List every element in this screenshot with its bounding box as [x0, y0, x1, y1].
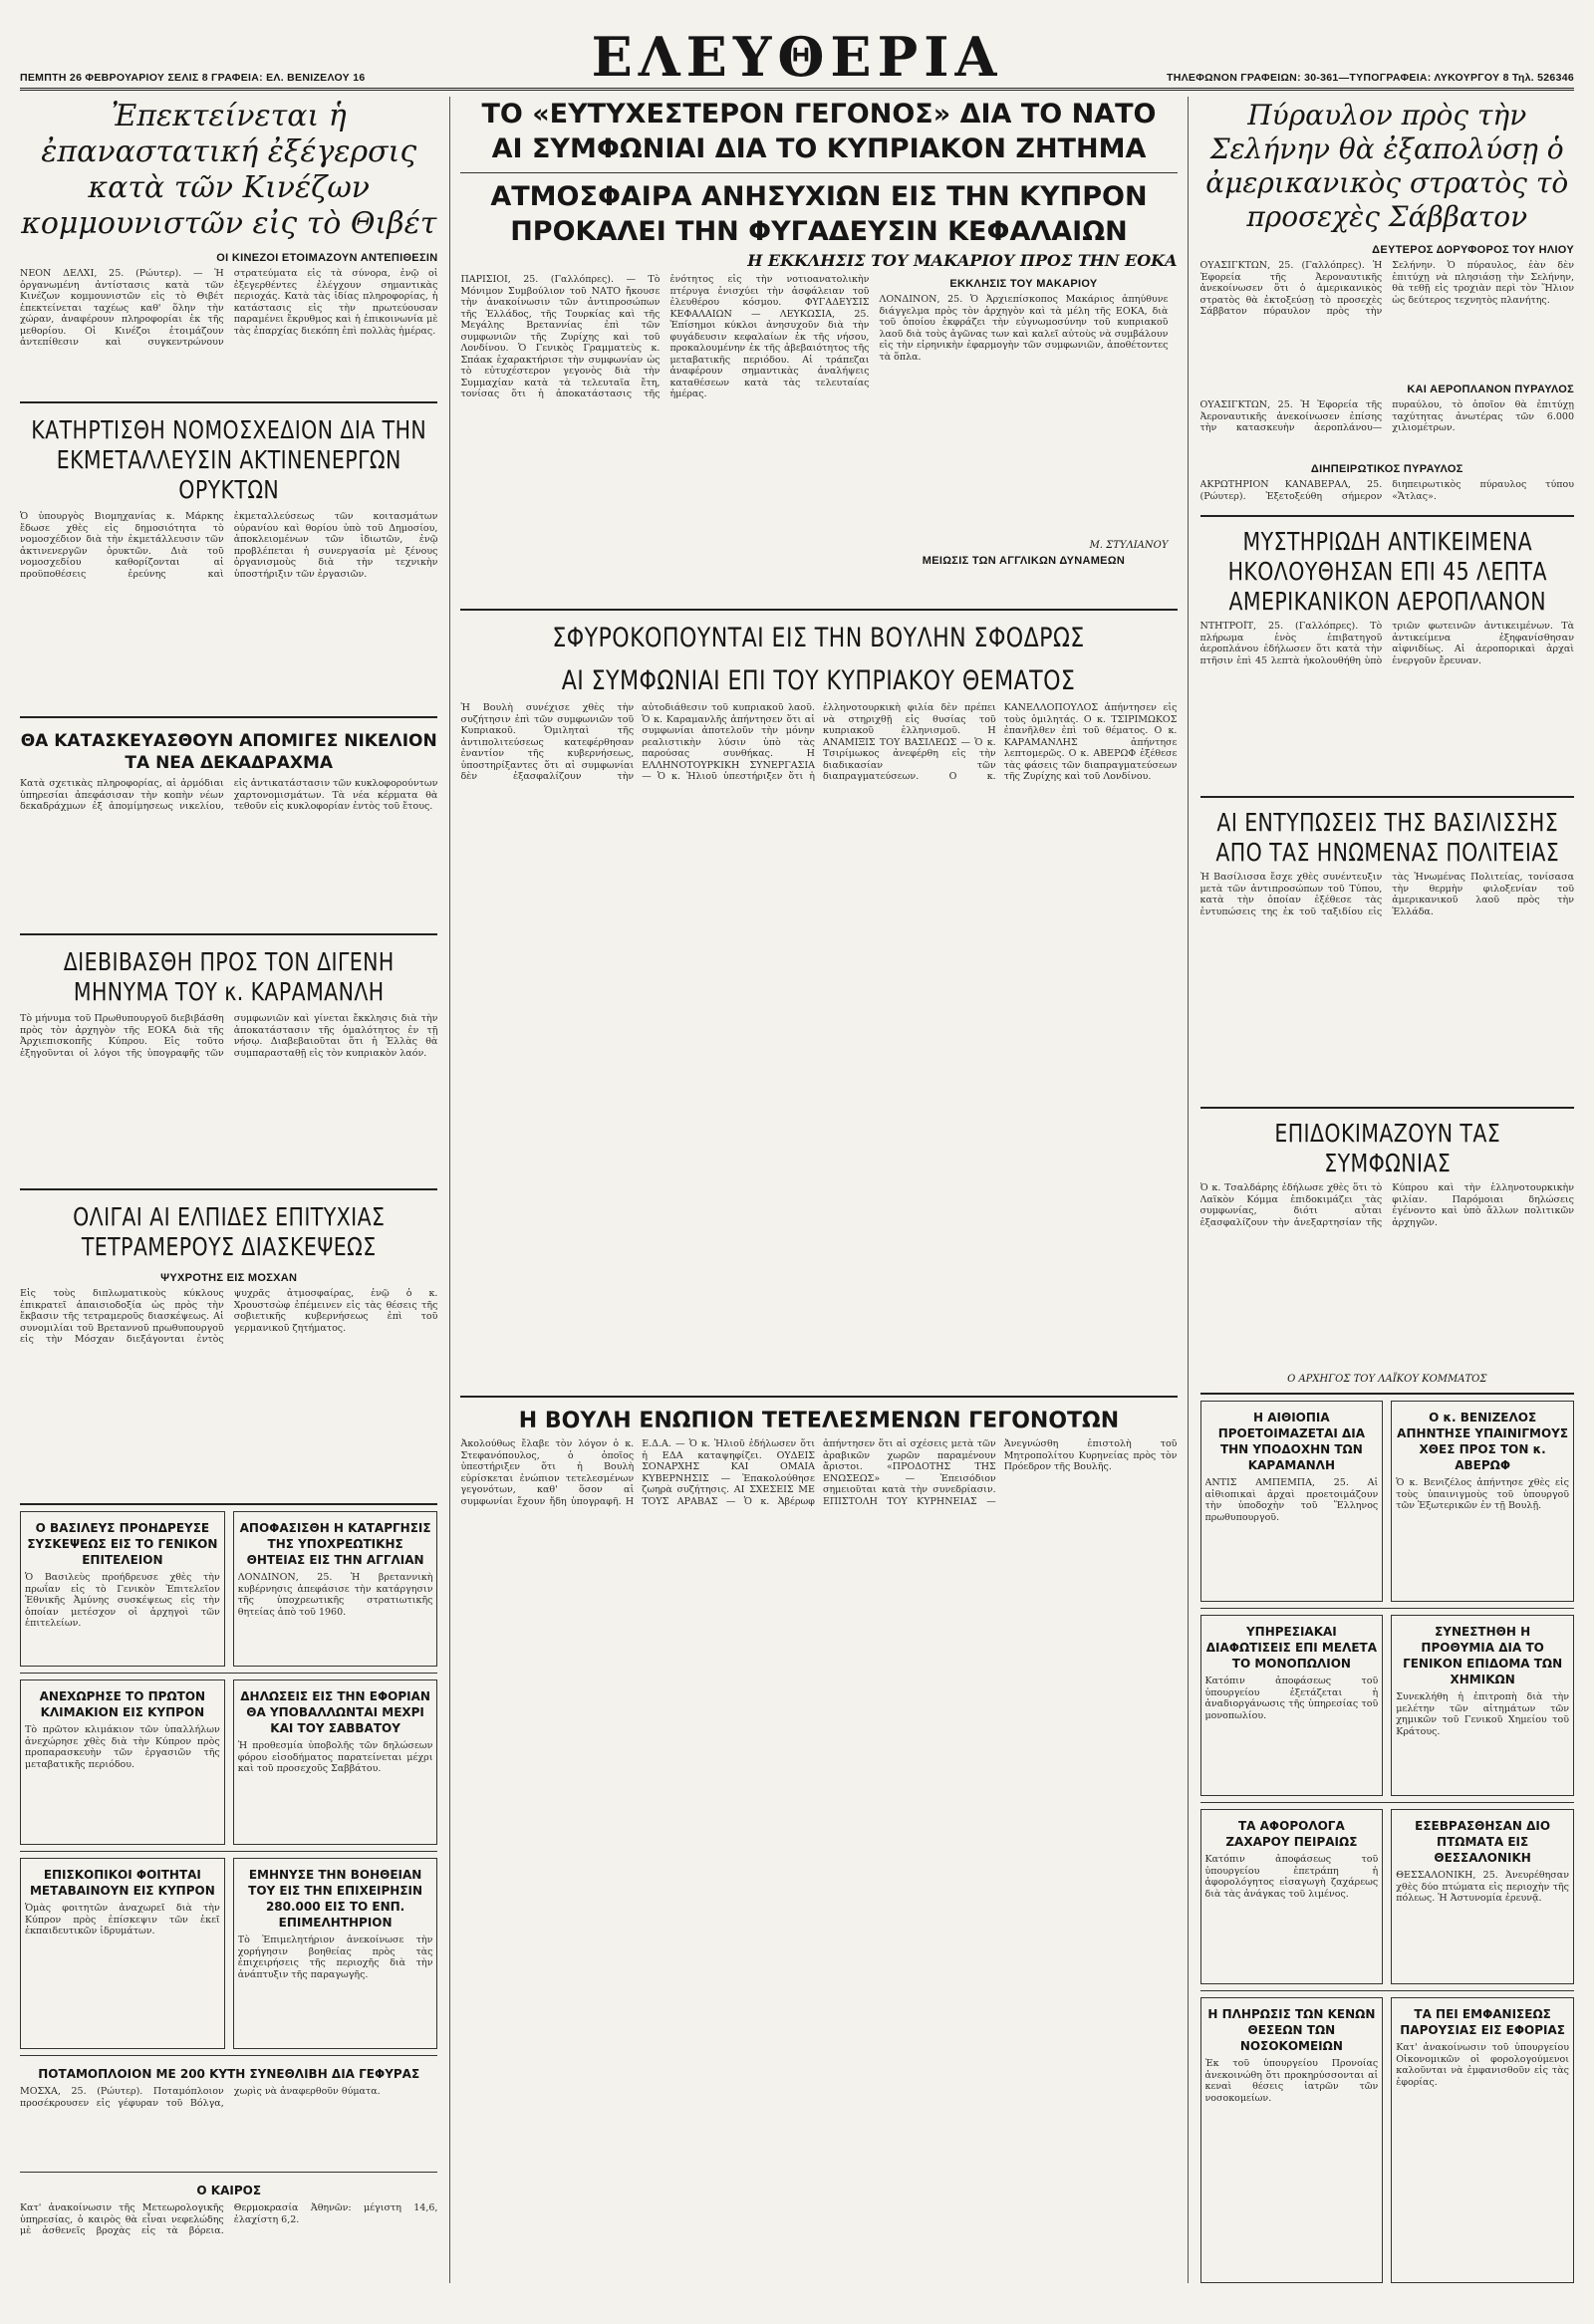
box-text: Τὸ πρῶτον κλιμάκιον τῶν ὑπαλλήλων ἀνεχώρησε χθὲς διὰ τὴν Κύπρον πρὸς προπαρασκευὴν τῶν ἐργασιῶν τῆς μεταβατικῆς περιόδου.: [25, 1724, 220, 1770]
box-text: Κατόπιν ἀποφάσεως τοῦ ὑπουργείου ἐξετάζεται ἡ ἀναδιοργάνωσις τῆς ὑπηρεσίας τοῦ μονοπωλίου.: [1204, 1676, 1379, 1721]
short-news-row: [20, 1679, 437, 1845]
nato-headline-2: ΑΙ ΣΥΜΦΩΝΙΑΙ ΔΙΑ ΤΟ ΚΥΠΡΙΑΚΟΝ ΖΗΤΗΜΑ: [491, 133, 1147, 164]
box-text: Κατόπιν ἀποφάσεως τοῦ ὑπουργείου ἐπετράπη ἡ ἀφορολόγητος εἰσαγωγὴ ζαχάρεως διὰ τὰς ἀνάγκας τοῦ λιμένος.: [1204, 1854, 1379, 1900]
weather-text: Κατ' ἀνακοίνωσιν τῆς Μετεωρολογικῆς ὑπηρεσίας, ὁ καιρὸς θὰ εἶναι νεφελώδης μὲ ἀσθενεῖς βροχὰς εἰς τὰ βόρεια. Θερμοκρασία Ἀθηνῶν: μέγιστη 14,6, ἐλαχίστη 6,2.: [20, 2202, 438, 2236]
box-title: ΠΟΤΑΜΟΠΛΟΙΟΝ ΜΕ 200 ΚΥΤΗ ΣΥΝΕΘΛΙΒΗ ΔΙΑ ΓΕΦΥΡΑΣ: [38, 2067, 420, 2081]
news-box: [1391, 1401, 1574, 1602]
makarios-signature: Μ. ΣΤΥΛΙΑΝΟΥ: [1089, 540, 1169, 551]
news-box: [1391, 1809, 1574, 1984]
short-news-row: [1200, 1997, 1575, 2283]
box-title: ΤΑ ΑΦΟΡΟΛΟΓΑ ΖΑΧΑΡΟΥ ΠΕΙΡΑΙΩΣ: [1225, 1819, 1358, 1849]
news-box: [1200, 1401, 1384, 1602]
box-title: ΕΣΕΒΡΑΣΘΗΣΑΝ ΔΙΟ ΠΤΩΜΑΤΑ ΕΙΣ ΘΕΣΣΑΛΟΝΙΚΗ: [1415, 1819, 1551, 1865]
news-box: [20, 1679, 225, 1845]
divider: [20, 401, 437, 403]
box-title: ΑΠΟΦΑΣΙΣΘΗ Η ΚΑΤΑΡΓΗΣΙΣ ΤΗΣ ΥΠΟΧΡΕΩΤΙΚΗΣ ΘΗΤΕΙΑΣ ΕΙΣ ΤΗΝ ΑΓΓΛΙΑΝ: [239, 1521, 431, 1567]
divider: [20, 1851, 437, 1852]
makarios-kicker: Η ΕΚΚΛΗΣΙΣ ΤΟΥ ΜΑΚΑΡΙΟΥ ΠΡΟΣ ΤΗΝ ΕΟΚΑ: [747, 251, 1178, 270]
makarios-article: ΛΟΝΔΙΝΟΝ, 25. Ὁ Ἀρχιεπίσκοπος Μακάριος ἀπηύθυνε διάγγελμα πρὸς τὸν ἀρχηγὸν καὶ τὰ μέλη τῆς ΕΟΚΑ, διὰ τοῦ ὁποίου ἐκφράζει τὴν εὐγνωμοσύνην τοῦ κυπριακοῦ λαοῦ διὰ τοὺς ἀγῶνας των καὶ καλεῖ αὐτοὺς νὰ συμβάλουν εἰς τὴν εἰρηνικὴν ἐφαρμογὴν τῶν συμφωνιῶν, ἀποθέτοντες τὰ ὅπλα.: [879, 294, 1169, 363]
missiles-subheadline: ΚΑΙ ΑΕΡΟΠΛΑΝΟΝ ΠΥΡΑΥΛΟΣ: [1407, 384, 1574, 395]
box-title: ΣΥΝΕΣΤΗΘΗ Η ΠΡΟΘΥΜΙΑ ΔΙΑ ΤΟ ΓΕΝΙΚΟΝ ΕΠΙΔΟΜΑ ΤΩΝ ΧΗΜΙΚΩΝ: [1403, 1625, 1563, 1686]
parliament-headline: ΣΦΥΡΟΚΟΠΟΥΝΤΑΙ ΕΙΣ ΤΗΝ ΒΟΥΛΗΝ ΣΦΟΔΡΩΣ: [552, 623, 1086, 653]
box-text: Τὸ Ἐπιμελητήριον ἀνεκοίνωσε τὴν χορήγησιν βοηθείας πρὸς τὰς ἐπιχειρήσεις τῆς περιοχῆς διὰ τὴν ἀνάπτυξιν τῆς παραγωγῆς.: [237, 1935, 433, 1980]
masthead-date-address: ΠΕΜΠΤΗ 26 ΦΕΒΡΟΥΑΡΙΟΥ ΣΕΛΙΣ 8 ΓΡΑΦΕΙΑ: ΕΛ. ΒΕΝΙΖΕΛΟΥ 16: [20, 72, 366, 84]
divider: [1200, 796, 1575, 798]
news-box: [1200, 1997, 1384, 2283]
news-box: [1200, 1809, 1384, 1984]
short-news-row: [20, 1858, 437, 2049]
divider: [1200, 515, 1575, 517]
parliament-article: Ἡ Βουλὴ συνέχισε χθὲς τὴν συζήτησιν ἐπὶ τῶν συμφωνιῶν τοῦ Κυπριακοῦ. Ὁμιληταὶ τῆς ἀντιπολιτεύσεως κατεφέρθησαν ἐναντίον τῆς κυβερνήσεως, ὑποστηρίξαντες ὅτι αἱ συμφωνίαι δὲν ἐξασφαλίζουν τὴν αὐτοδιάθεσιν τοῦ κυπριακοῦ λαοῦ. Ὁ κ. Καραμανλῆς ἀπήντησεν ὅτι αἱ συμφωνίαι ἀποτελοῦν τὴν μόνην ρεαλιστικὴν λύσιν ὑπὸ τὰς παρούσας συνθήκας. Η ΕΛΛΗΝΟΤΟΥΡΚΙΚΗ ΣΥΝΕΡΓΑΣΙΑ — Ὁ κ. Ἠλιοῦ ὑπεστήριξεν ὅτι ἡ ἑλληνοτουρκικὴ φιλία δὲν πρέπει νὰ στηριχθῇ εἰς θυσίας τοῦ κυπριακοῦ ἑλληνισμοῦ. Η ΑΝΑΜΙΞΙΣ ΤΟΥ ΒΑΣΙΛΕΩΣ — Ὁ κ. Τσιρίμωκος ἀνεφέρθη εἰς τὴν διαδικασίαν τῶν διαπραγματεύσεων. Ο κ. ΚΑΝΕΛΛΟΠΟΥΛΟΣ ἀπήντησεν εἰς τοὺς ὁμιλητάς. Ο κ. ΤΣΙΡΙΜΩΚΟΣ ἐπανῆλθεν ἐπὶ τοῦ θέματος. Ο κ. ΚΑΡΑΜΑΝΛΗΣ ἀπήντησε λεπτομερῶς. Ο κ. ΑΒΕΡΩΦ ἐξέθεσε τὰς φάσεις τῶν διαπραγματεύσεων τῆς Ζυρίχης καὶ τοῦ Λονδίνου.: [460, 702, 1178, 782]
house-article: Ἀκολούθως ἔλαβε τὸν λόγον ὁ κ. Στεφανόπουλος, ὁ ὁποῖος ὑπεστήριξεν ὅτι ἡ Βουλὴ εὑρίσκεται ἐνώπιον τετελεσμένων γεγονότων, καθ' ὅσον αἱ συμφωνίαι ἔχουν ἤδη ὑπογραφῆ. Η Ε.Δ.Α. — Ὁ κ. Ἠλιοῦ ἐδήλωσεν ὅτι ἡ ΕΔΑ καταψηφίζει. ΟΥΔΕΙΣ ΣΟΝΑΡΧΗΣ ΚΑΙ ΟΜΑΙΑ ΚΥΒΕΡΝΗΣΙΣ — Ἐπακολούθησε ζωηρὰ συζήτησις. ΑΙ ΣΧΕΣΕΙΣ ΜΕ ΤΟΥΣ ΑΡΑΒΑΣ — Ὁ κ. Ἀβέρωφ ἀπήντησεν ὅτι αἱ σχέσεις μετὰ τῶν ἀραβικῶν χωρῶν παραμένουν ἄριστοι. «ΠΡΟΔΟΤΗΣ ΤΗΣ ΕΝΩΣΕΩΣ» — Ἐπεισόδιον σημειοῦται κατὰ τὴν συνεδρίασιν. ΕΠΙΣΤΟΛΗ ΤΟΥ ΚΥΡΗΝΕΙΑΣ — Ἀνεγνώσθη ἐπιστολὴ τοῦ Μητροπολίτου Κυρηνείας πρὸς τὸν Πρόεδρον τῆς Βουλῆς.: [460, 1438, 1178, 1507]
short-news-row: [1200, 1615, 1575, 1796]
queen-headline: ΑΙ ΕΝΤΥΠΩΣΕΙΣ ΤΗΣ ΒΑΣΙΛΙΣΣΗΣ ΑΠΟ ΤΑΣ ΗΝΩΜΕΝΑΣ ΠΟΛΙΤΕΙΑΣ: [1214, 808, 1559, 867]
target-subheadline: ΔΙΗΠΕΙΡΩΤΙΚΟΣ ΠΥΡΑΥΛΟΣ: [1310, 463, 1463, 475]
box-text: ΘΕΣΣΑΛΟΝΙΚΗ, 25. Ἀνευρέθησαν χθὲς δύο πτώματα εἰς περιοχὴν τῆς πόλεως. Ἡ Ἀστυνομία ἐρευνᾷ.: [1396, 1870, 1569, 1904]
forces-subheadline: ΜΕΙΩΣΙΣ ΤΩΝ ΑΓΓΛΙΚΩΝ ΔΥΝΑΜΕΩΝ: [922, 555, 1126, 567]
lead-stories: [460, 274, 1177, 603]
box-title: ΥΠΗΡΕΣΙΑΚΑΙ ΔΙΑΦΩΤΙΣΕΙΣ ΕΠΙ ΜΕΛΕΤΑ ΤΟ ΜΟΝΟΠΩΛΙΟΝ: [1205, 1625, 1378, 1671]
short-news-row: [1200, 1401, 1575, 1602]
weather-title: Ο ΚΑΙΡΟΣ: [196, 2184, 262, 2197]
divider: [1200, 1802, 1575, 1803]
news-box: [20, 1858, 225, 2049]
divider: [20, 716, 437, 718]
news-box: [20, 1511, 225, 1667]
box-text: Ἐκ τοῦ ὑπουργείου Προνοίας ἀνεκοινώθη ὅτι προκηρύσσονται αἱ κεναὶ θέσεις ἰατρῶν τῶν νοσοκομείων.: [1204, 2058, 1379, 2104]
talks-subheadline: ΨΥΧΡΟΤΗΣ ΕΙΣ ΜΟΣΧΑΝ: [160, 1272, 298, 1284]
divider: [20, 2055, 437, 2056]
news-box: [1391, 1997, 1574, 2283]
mystery-article: ΝΤΗΤΡΟΪΤ, 25. (Γαλλόπρες). Τὸ πλήρωμα ἑνὸς ἐπιβατηγοῦ ἀεροπλάνου ἐδήλωσεν ὅτι κατὰ τὴν πτῆσιν ἐπὶ 45 λεπτὰ ἠκολουθήθη ὑπὸ τριῶν φωτεινῶν ἀντικειμένων. Τὰ ἀντικείμενα ἐξηφανίσθησαν αἰφνιδίως. Αἱ ἀεροπορικαὶ ἀρχαὶ ἐνεργοῦν ἔρευναν.: [1199, 621, 1574, 666]
newspaper-title: ΕΛΕΥΘΕΡΙΑ: [591, 25, 1003, 89]
news-box: [233, 1858, 438, 2049]
agreements-signature: Ο ΑΡΧΗΓΟΣ ΤΟΥ ΛΑΪΚΟΥ ΚΟΜΜΑΤΟΣ: [1287, 1374, 1487, 1385]
divider: [20, 1673, 437, 1674]
right-column: [1200, 97, 1575, 2283]
parliament-headline-2: ΑΙ ΣΥΜΦΩΝΙΑΙ ΕΠΙ ΤΟΥ ΚΥΠΡΙΑΚΟΥ ΘΕΜΑΤΟΣ: [562, 665, 1076, 696]
lunar-subheadline: ΔΕΥΤΕΡΟΣ ΔΟΡΥΦΟΡΟΣ ΤΟΥ ΗΛΙΟΥ: [1372, 244, 1574, 256]
digenis-headline: ΔΙΕΒΙΒΑΣΘΗ ΠΡΟΣ ΤΟΝ ΔΙΓΕΝΗ ΜΗΝΥΜΑ ΤΟΥ κ. ΚΑΡΑΜΑΝΛΗ: [63, 947, 395, 1006]
box-title: ΕΠΙΣΚΟΠΙΚΟΙ ΦΟΙΤΗΤΑΙ ΜΕΤΑΒΑΙΝΟΥΝ ΕΙΣ ΚΥΠΡΟΝ: [29, 1868, 215, 1898]
masthead-phones: ΤΗΛΕΦΩΝΟΝ ΓΡΑΦΕΙΩΝ: 30-361—ΤΥΠΟΓΡΑΦΕΙΑ: ΛΥΚΟΥΡΓΟΥ 8 Τηλ. 526346: [1167, 72, 1574, 84]
agreements-article: Ὁ κ. Τσαλδάρης ἐδήλωσε χθὲς ὅτι τὸ Λαϊκὸν Κόμμα ἐπιδοκιμάζει τὰς συμφωνίας, διότι αὗται ἐξασφαλίζουν τὴν ἀνεξαρτησίαν τῆς Κύπρου καὶ τὴν ἑλληνοτουρκικὴν φιλίαν. Παρόμοιαι δηλώσεις ἐγένοντο καὶ ὑπὸ ἄλλων πολιτικῶν ἀρχηγῶν.: [1199, 1182, 1574, 1228]
talks-headline: ΟΛΙΓΑΙ ΑΙ ΕΛΠΙΔΕΣ ΕΠΙΤΥΧΙΑΣ ΤΕΤΡΑΜΕΡΟΥΣ ΔΙΑΣΚΕΨΕΩΣ: [73, 1202, 386, 1261]
columns: [20, 97, 1574, 2283]
box-text: Συνεκλήθη ἡ ἐπιτροπὴ διὰ τὴν μελέτην τῶν αἰτημάτων τῶν χημικῶν τοῦ Γενικοῦ Χημείου τοῦ Κράτους.: [1396, 1691, 1569, 1737]
nato-article: ΠΑΡΙΣΙΟΙ, 25. (Γαλλόπρες). — Τὸ Μόνιμον Συμβούλιον τοῦ ΝΑΤΟ ἤκουσε τὴν ἀνακοίνωσιν τῶν ἀντιπροσώπων τῆς Ἑλλάδος, τῆς Τουρκίας καὶ τῆς Μεγάλης Βρεταννίας ἐπὶ τῶν συμφωνιῶν τῆς Ζυρίχης καὶ τοῦ Λονδίνου. Ὁ Γενικὸς Γραμματεὺς κ. Σπάακ ἐχαρακτήρισε τὴν συμφωνίαν ὡς τὸ εὐτυχέστερον γεγονὸς διὰ τὴν Συμμαχίαν κατὰ τὰ τελευταῖα ἔτη, τονίσας ὅτι ἡ ἀποκατάστασις τῆς ἑνότητος εἰς τὴν νοτιοανατολικὴν πτέρυγα ἐνισχύει τὴν ἀσφάλειαν τοῦ ἐλευθέρου κόσμου. ΦΥΓΑΔΕΥΣΙΣ ΚΕΦΑΛΑΙΩΝ — ΛΕΥΚΩΣΙΑ, 25. Ἐπίσημοι κύκλοι ἀνησυχοῦν διὰ τὴν φυγάδευσιν κεφαλαίων ἐκ τῆς νήσου, προκαλουμένην ἐκ τῆς ἀβεβαιότητος τῆς μεταβατικῆς περιόδου. Αἱ τράπεζαι ἀναφέρουν σημαντικὰς ἀναλήψεις καταθέσεων κατὰ τὰς τελευταίας ἡμέρας.: [460, 274, 870, 399]
newspaper-page: [20, 14, 1574, 2290]
lunar-headline: Πύραυλον πρὸς τὴν Σελήνην θὰ ἐξαπολύσῃ ὁ ἀμερικανικὸς στρατὸς τὸ προσεχὲς Σάββατον: [1205, 99, 1569, 233]
box-title: Ο κ. ΒΕΝΙΖΕΛΟΣ ΑΠΗΝΤΗΣΕ ΥΠΑΙΝΙΓΜΟΥΣ ΧΘΕΣ ΠΡΟΣ ΤΟΝ κ. ΑΒΕΡΩΦ: [1397, 1411, 1569, 1472]
divider: [460, 609, 1177, 611]
divider: [1200, 1608, 1575, 1609]
box-text: Ὁμὰς φοιτητῶν ἀναχωρεῖ διὰ τὴν Κύπρον πρὸς ἐπίσκεψιν τῶν ἐκεῖ ἐκπαιδευτικῶν ἱδρυμάτων.: [25, 1903, 220, 1937]
divider: [460, 172, 1177, 173]
tibet-article: ΝΕΟΝ ΔΕΛΧΙ, 25. (Ρώυτερ). — Ἡ ὀργανωμένη ἀντίστασις κατὰ τῶν Κινέζων κομμουνιστῶν εἰς τὸ Θιβέτ ἐπεκτείνεται ταχέως καθ' ὅλην τὴν χώραν, ἀναφέρουν πληροφορίαι ἐκ τῆς μεθορίου. Οἱ Κινέζοι ἑτοιμάζουν ἀντεπίθεσιν καὶ συγκεντρώνουν στρατεύματα εἰς τὰ σύνορα, ἐνῷ οἱ ἐξεγερθέντες ἐλέγχουν σημαντικὰς περιοχάς. Κατὰ τὰς ἰδίας πληροφορίας, ἡ κατάστασις εἰς τὴν πρωτεύουσαν παραμένει ἔκρυθμος καὶ ἡ ἐπικοινωνία μὲ τὰς ἐπαρχίας διεκόπη ἐπὶ πολλὰς ἡμέρας.: [20, 268, 438, 348]
lunar-article: ΟΥΑΣΙΓΚΤΩΝ, 25. (Γαλλόπρες). Ἡ Ἐφορεία τῆς Ἀεροναυτικῆς ἀνεκοίνωσεν ὅτι ὁ ἀμερικανικὸς στρατὸς θὰ ἐκτοξεύσῃ τὸ προσεχὲς Σάββατον πύραυλον πρὸς τὴν Σελήνην. Ὁ πύραυλος, ἐὰν δὲν ἐπιτύχῃ νὰ πλησιάσῃ τὴν Σελήνην, θὰ τεθῇ εἰς τροχιὰν περὶ τὸν Ἥλιον ὡς δεύτερος τεχνητὸς πλανήτης.: [1199, 260, 1574, 317]
box-title: Η ΑΙΘΙΟΠΙΑ ΠΡΟΕΤΟΙΜΑΖΕΤΑΙ ΔΙΑ ΤΗΝ ΥΠΟΔΟΧΗΝ ΤΩΝ ΚΑΡΑΜΑΝΛΗ: [1217, 1411, 1366, 1472]
news-box: [233, 1511, 438, 1667]
box-text: ΑΝΤΙΣ ΑΜΠΕΜΠΑ, 25. Αἱ αἰθιοπικαὶ ἀρχαὶ προετοιμάζουν τὴν ὑποδοχὴν τοῦ Ἕλληνος πρωθυπουργοῦ.: [1204, 1477, 1379, 1523]
divider: [20, 933, 437, 935]
talks-article: Εἰς τοὺς διπλωματικοὺς κύκλους ἐπικρατεῖ ἀπαισιοδοξία ὡς πρὸς τὴν ἔκβασιν τῆς τετραμεροῦς διασκέψεως. Αἱ συνομιλίαι τοῦ Βρεταννοῦ πρωθυπουργοῦ εἰς τὴν Μόσχαν διεξάγονται ἐντὸς ψυχρᾶς ἀτμοσφαίρας, ἐνῷ ὁ κ. Χρουστσὼφ ἐπέμεινεν εἰς τὰς θέσεις τῆς σοβιετικῆς κυβερνήσεως ἐπὶ τοῦ γερμανικοῦ ζητήματος.: [20, 1288, 438, 1345]
box-text: Κατ' ἀνακοίνωσιν τοῦ ὑπουργείου Οἰκονομικῶν οἱ φορολογούμενοι καλοῦνται νὰ ἐμφανισθοῦν εἰς τὰς ἐφορίας.: [1396, 2042, 1569, 2088]
box-text: Ὁ κ. Βενιζέλος ἀπήντησε χθὲς εἰς τοὺς ὑπαινιγμοὺς τοῦ ὑπουργοῦ τῶν Ἐξωτερικῶν ἐν τῇ Βουλῇ.: [1396, 1477, 1569, 1511]
digenis-article: Τὸ μήνυμα τοῦ Πρωθυπουργοῦ διεβιβάσθη πρὸς τὸν ἀρχηγὸν τῆς ΕΟΚΑ διὰ τῆς Ἀρχιεπισκοπῆς Κύπρου. Εἰς τοῦτο ἐξηγοῦνται οἱ λόγοι τῆς ὑπογραφῆς τῶν συμφωνιῶν καὶ γίνεται ἔκκλησις διὰ τὴν ἀποκατάστασιν τῆς ὁμαλότητος ἐν τῇ νήσῳ. Διαβεβαιοῦται ὅτι ἡ Ἑλλὰς θὰ συμπαρασταθῇ εἰς τὸν κυπριακὸν λαόν.: [20, 1013, 438, 1059]
tibet-subheadline: ΟΙ ΚΙΝΕΖΟΙ ΕΤΟΙΜΑΖΟΥΝ ΑΝΤΕΠΙΘΕΣΙΝ: [216, 252, 438, 264]
divider: [20, 1503, 437, 1505]
box-title: Η ΠΛΗΡΩΣΙΣ ΤΩΝ ΚΕΝΩΝ ΘΕΣΕΩΝ ΤΩΝ ΝΟΣΟΚΟΜΕΙΩΝ: [1207, 2007, 1376, 2053]
divider: [20, 1188, 437, 1190]
news-box: [1200, 1615, 1384, 1796]
box-title: ΕΜΗΝΥΣΕ ΤΗΝ ΒΟΗΘΕΙΑΝ ΤΟΥ ΕΙΣ ΤΗΝ ΕΠΙΧΕΙΡΗΣΙΝ 280.000 ΕΙΣ ΤΟ ΕΝΠ. ΕΠΙΜΕΛΗΤΗΡΙΟΝ: [248, 1868, 423, 1930]
divider: [460, 1396, 1177, 1398]
box-text: ΜΟΣΧΑ, 25. (Ρώυτερ). Ποταμόπλοιον προσέκρουσεν εἰς γέφυραν τοῦ Βόλγα, χωρὶς νὰ ἀναφερθοῦν θύματα.: [20, 2086, 381, 2109]
box-text: Ὁ Βασιλεὺς προήδρευσε χθὲς τὴν πρωΐαν εἰς τὸ Γενικὸν Ἐπιτελεῖον Ἐθνικῆς Ἀμύνης συσκέψεως εἰς τὴν ὁποίαν μετέσχον οἱ ἀρχηγοὶ τῶν ἐπιτελείων.: [25, 1572, 220, 1629]
divider: [1200, 1107, 1575, 1109]
queen-article: Ἡ Βασίλισσα ἔσχε χθὲς συνέντευξιν μετὰ τῶν ἀντιπροσώπων τοῦ Τύπου, κατὰ τὴν ὁποίαν ἐξέθεσε τὰς ἐντυπώσεις της ἐκ τοῦ ταξιδίου εἰς τὰς Ἡνωμένας Πολιτείας, τονίσασα τὴν θερμὴν φιλοξενίαν τοῦ ἀμερικανικοῦ λαοῦ πρὸς τὴν Ἑλλάδα.: [1199, 872, 1574, 917]
divider: [20, 2172, 437, 2173]
mystery-headline: ΜΥΣΤΗΡΙΩΔΗ ΑΝΤΙΚΕΙΜΕΝΑ ΗΚΟΛΟΥΘΗΣΑΝ ΕΠΙ 45 ΛΕΠΤΑ ΑΜΕΡΙΚΑΝΙΚΟΝ ΑΕΡΟΠΛΑΝΟΝ: [1227, 527, 1547, 616]
makarios-subheadline: ΕΚΚΛΗΣΙΣ ΤΟΥ ΜΑΚΑΡΙΟΥ: [949, 278, 1098, 290]
short-news-row: [1200, 1809, 1575, 1984]
news-box: [1391, 1615, 1574, 1796]
cyprus-headline-2: ΠΡΟΚΑΛΕΙ ΤΗΝ ΦΥΓΑΔΕΥΣΙΝ ΚΕΦΑΛΑΙΩΝ: [510, 216, 1128, 247]
divider: [1200, 1990, 1575, 1991]
box-title: ΔΗΛΩΣΕΙΣ ΕΙΣ ΤΗΝ ΕΦΟΡΙΑΝ ΘΑ ΥΠΟΒΑΛΛΩΝΤΑΙ ΜΕΧΡΙ ΚΑΙ ΤΟΥ ΣΑΒΒΑΤΟΥ: [240, 1689, 430, 1735]
missiles-article: ΟΥΑΣΙΓΚΤΩΝ, 25. Ἡ Ἐφορεία τῆς Ἀεροναυτικῆς ἀνεκοίνωσεν ἐπίσης τὴν κατασκευὴν ἀεροπλάνου—πυραύλου, τὸ ὁποῖον θὰ ἐπιτύχῃ ταχύτητας ἀνωτέρας τῶν 6.000 χιλιομέτρων.: [1199, 399, 1574, 433]
box-title: ΤΑ ΠΕΙ ΕΜΦΑΝΙΣΕΩΣ ΠΑΡΟΥΣΙΑΣ ΕΙΣ ΕΦΟΡΙΑΣ: [1400, 2007, 1565, 2037]
box-title: ΑΝΕΧΩΡΗΣΕ ΤΟ ΠΡΩΤΟΝ ΚΛΙΜΑΚΙΟΝ ΕΙΣ ΚΥΠΡΟΝ: [39, 1689, 206, 1719]
news-box: [233, 1679, 438, 1845]
nickel-headline: ΘΑ ΚΑΤΑΣΚΕΥΑΣΘΟΥΝ ΑΠΟΜΙΓΕΣ ΝΙΚΕΛΙΟΝ ΤΑ ΝΕΑ ΔΕΚΑΔΡΑΧΜΑ: [20, 731, 437, 773]
center-column: [449, 97, 1188, 2283]
box-text: Ἡ προθεσμία ὑποβολῆς τῶν δηλώσεων φόρου εἰσοδήματος παρατείνεται μέχρι καὶ τοῦ προσεχοῦς Σαββάτου.: [237, 1740, 433, 1774]
box-title: Ο ΒΑΣΙΛΕΥΣ ΠΡΟΗΔΡΕΥΣΕ ΣΥΣΚΕΨΕΩΣ ΕΙΣ ΤΟ ΓΕΝΙΚΟΝ ΕΠΙΤΕΛΕΙΟΝ: [27, 1521, 218, 1567]
house-headline: Η ΒΟΥΛΗ ΕΝΩΠΙΟΝ ΤΕΤΕΛΕΣΜΕΝΩΝ ΓΕΓΟΝΟΤΩΝ: [518, 1409, 1120, 1433]
divider: [1200, 1393, 1575, 1395]
target-article: ΑΚΡΩΤΗΡΙΟΝ ΚΑΝΑΒΕΡΑΛ, 25. (Ρώυτερ). Ἐξετοξεύθη σήμερον διηπειρωτικὸς πύραυλος τύπου «Ἄτλας».: [1199, 479, 1574, 502]
tibet-headline: Ἐπεκτείνεται ἡ ἐπαναστατική ἐξέγερσις κατὰ τῶν Κινέζων κομμουνιστῶν εἰς τὸ Θιβέτ: [21, 99, 437, 241]
nickel-article: Κατὰ σχετικὰς πληροφορίας, αἱ ἁρμόδιαι ὑπηρεσίαι ἀπεφάσισαν τὴν κοπὴν νέων δεκαδράχμων ἐξ ἀπομίμησεως νικελίου, εἰς ἀντικατάστασιν τῶν κυκλοφορούντων χαρτονομισμάτων. Τὰ νέα κέρματα θὰ τεθοῦν εἰς κυκλοφορίαν ἐντὸς τοῦ ἔτους.: [20, 778, 438, 812]
mining-article: Ὁ ὑπουργὸς Βιομηχανίας κ. Μάρκης ἔδωσε χθὲς εἰς δημοσιότητα τὸ νομοσχέδιον διὰ τὴν ἐκμετάλλευσιν τῶν ἀκτινενεργῶν ὀρυκτῶν. Διὰ τοῦ νομοσχεδίου καθορίζονται αἱ προϋποθέσεις ἐρεύνης καὶ ἐκμεταλλεύσεως τῶν κοιτασμάτων οὐρανίου καὶ θορίου ὑπὸ τοῦ Δημοσίου, ἀποκλειομένων τῶν ἰδιωτῶν, ἐνῷ προβλέπεται ἡ συνεργασία μὲ ξένους ὀργανισμοὺς διὰ τὴν τεχνικὴν ὑποστήριξιν τῶν ἐργασιῶν.: [20, 511, 438, 580]
mining-headline: ΚΑΤΗΡΤΙΣΘΗ ΝΟΜΟΣΧΕΔΙΟΝ ΔΙΑ ΤΗΝ ΕΚΜΕΤΑΛΛΕΥΣΙΝ ΑΚΤΙΝΕΝΕΡΓΩΝ ΟΡΥΚΤΩΝ: [31, 415, 427, 504]
cyprus-headline: ΑΤΜΟΣΦΑΙΡΑ ΑΝΗΣΥΧΙΩΝ ΕΙΣ ΤΗΝ ΚΥΠΡΟΝ: [490, 181, 1148, 212]
masthead: [20, 14, 1574, 91]
box-text: ΛΟΝΔΙΝΟΝ, 25. Ἡ βρεταννικὴ κυβέρνησις ἀπεφάσισε τὴν κατάργησιν τῆς ὑποχρεωτικῆς στρατιωτικῆς θητείας ἀπὸ τοῦ 1960.: [237, 1572, 433, 1618]
short-news-row: [20, 1511, 437, 1667]
makarios-box: [879, 274, 1168, 603]
left-column: [20, 97, 437, 2283]
agreements-headline: ΕΠΙΔΟΚΙΜΑΖΟΥΝ ΤΑΣ ΣΥΜΦΩΝΙΑΣ: [1273, 1119, 1500, 1177]
nato-headline: ΤΟ «ΕΥΤΥΧΕΣΤΕΡΟΝ ΓΕΓΟΝΟΣ» ΔΙΑ ΤΟ ΝΑΤΟ: [481, 99, 1157, 129]
